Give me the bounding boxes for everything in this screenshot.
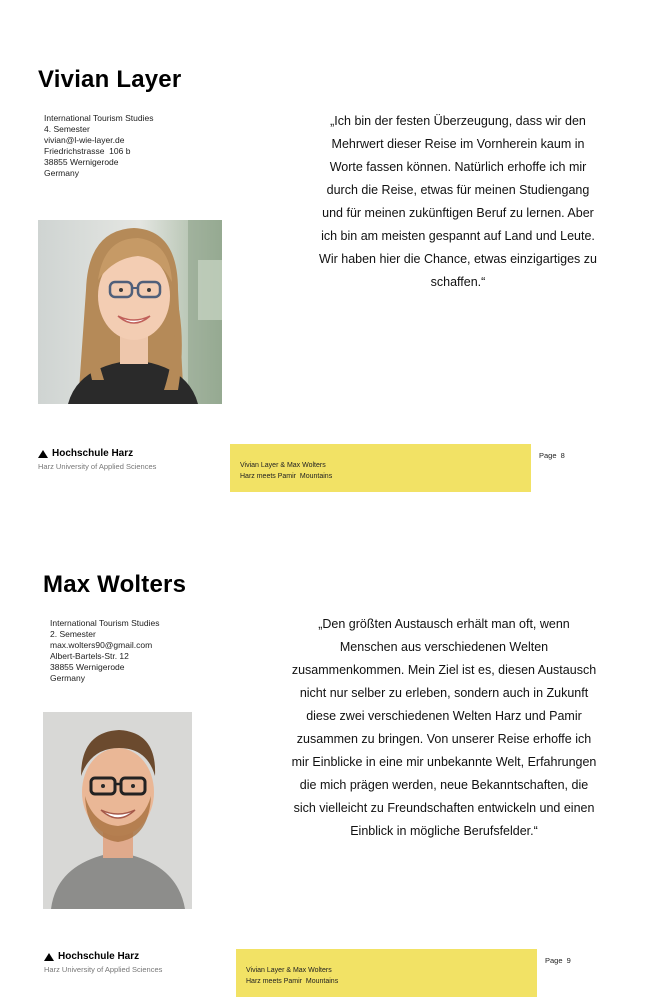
study-program: International Tourism Studies xyxy=(50,618,160,628)
person-name: Vivian Layer xyxy=(38,66,182,93)
street-address: Albert-Bartels-Str. 12 xyxy=(50,651,129,661)
country: Germany xyxy=(50,673,85,683)
logo-title: Hochschule Harz xyxy=(52,448,134,459)
quote-line: Mehrwert dieser Reise im Vornherein kaum in xyxy=(331,137,585,151)
logo-title: Hochschule Harz xyxy=(58,951,140,962)
semester: 4. Semester xyxy=(44,124,90,134)
quote-line: nicht nur selber zu erleben, sondern auch in Zukunft xyxy=(299,686,589,700)
person-name: Max Wolters xyxy=(43,571,187,598)
logo-subtitle: Harz University of Applied Sciences xyxy=(44,965,163,974)
university-logo xyxy=(38,448,156,471)
portrait-photo xyxy=(38,220,222,404)
quote-line: zusammen zu bringen. Von unserer Reise erhoffe ich xyxy=(296,732,592,746)
quote-line: durch die Reise, etwas für meinen Studiengang xyxy=(326,183,590,197)
quote-line: Menschen aus verschiedenen Welten xyxy=(339,640,549,654)
page-number: Page 8 xyxy=(539,451,565,460)
email: vivian@l-wie-layer.de xyxy=(44,135,125,145)
personal-quote xyxy=(263,613,625,843)
semester: 2. Semester xyxy=(50,629,96,639)
university-logo xyxy=(44,951,162,974)
footer-authors: Vivian Layer & Max Wolters xyxy=(240,462,326,469)
logo-subtitle: Harz University of Applied Sciences xyxy=(38,462,157,471)
quote-line: zusammenkommen. Mein Ziel ist es, diesen Austausch xyxy=(291,663,597,677)
email: max.wolters90@gmail.com xyxy=(50,640,153,650)
quote-line: und für meinen zukünftigen Beruf zu lernen. Aber xyxy=(322,206,594,220)
triangle-logo-icon xyxy=(38,450,48,458)
footer-bar xyxy=(230,444,531,492)
footer-authors: Vivian Layer & Max Wolters xyxy=(246,967,332,974)
quote-line: Worte fassen können. Natürlich erhoffe ich mir xyxy=(329,160,587,174)
country: Germany xyxy=(44,168,79,178)
contact-info xyxy=(50,618,159,684)
quote-line: Einblick in mögliche Berufsfelder.“ xyxy=(350,824,538,838)
quote-line: mir Einblicke in eine mir unbekannte Welt, Erfahrungen xyxy=(291,755,597,769)
brochure-page-9 xyxy=(0,505,667,1000)
quote-line: schaffen.“ xyxy=(430,275,486,289)
city: 38855 Wernigerode xyxy=(44,157,119,167)
footer-bar xyxy=(236,949,537,997)
footer-project: Harz meets Pamir Mountains xyxy=(240,473,333,480)
quote-line: diese zwei verschiedenen Welten Harz und Pamir xyxy=(306,709,582,723)
city: 38855 Wernigerode xyxy=(50,662,125,672)
study-program: International Tourism Studies xyxy=(44,113,154,123)
quote-line: ich bin am meisten gespannt auf Land und Leute. xyxy=(321,229,595,243)
personal-quote xyxy=(287,110,629,294)
triangle-logo-icon xyxy=(44,953,54,961)
quote-line: Wir haben hier die Chance, etwas einzigartiges zu xyxy=(319,252,597,266)
footer-project: Harz meets Pamir Mountains xyxy=(246,978,339,985)
quote-line: „Ich bin der festen Überzeugung, dass wir den xyxy=(330,114,586,128)
quote-line: sich vielleicht zu Freundschaften entwickeln und einen xyxy=(293,801,595,815)
page-number: Page 9 xyxy=(545,956,571,965)
street-address: Friedrichstrasse 106 b xyxy=(44,146,131,156)
quote-line: „Den größten Austausch erhält man oft, wenn xyxy=(318,617,570,631)
quote-line: die mich prägen werden, neue Bekanntschaften, die xyxy=(299,778,589,792)
contact-info xyxy=(44,113,153,179)
portrait-photo xyxy=(43,712,192,909)
